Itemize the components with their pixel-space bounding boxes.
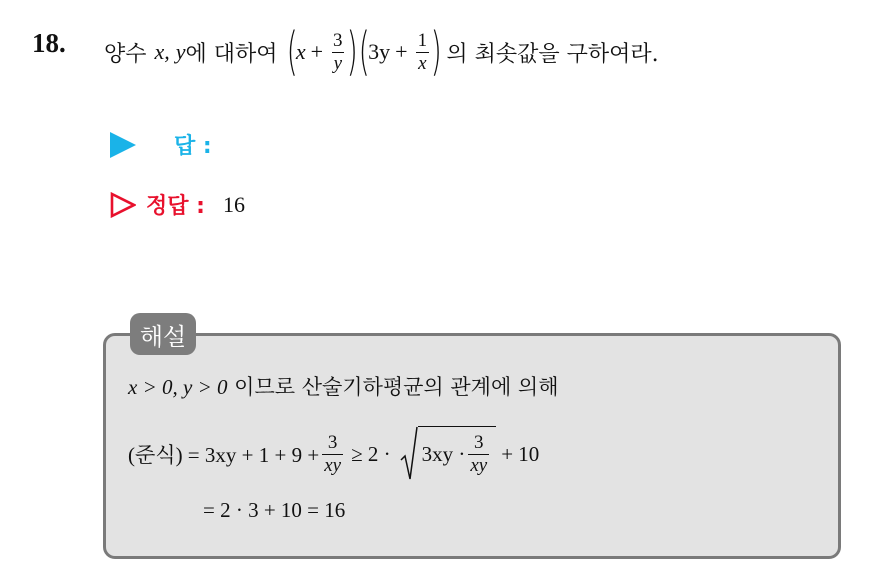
condition-math: x > 0, y > 0 xyxy=(128,375,228,399)
fraction-3-over-xy-inner: $\frac{3}{xy}$ xyxy=(470,432,488,476)
correct-answer-label: 정답 : xyxy=(146,194,205,219)
play-triangle-icon xyxy=(110,132,136,158)
fraction-3-over-xy: $\frac{3}{xy}$ xyxy=(324,431,342,476)
condition-text: 이므로 산술기하평균의 관계에 의해 xyxy=(234,375,559,399)
stem-mid: 에 대하여 xyxy=(185,41,278,67)
square-root xyxy=(400,426,497,482)
solution-line-3: = 2 · 3 + 10 = 16 xyxy=(203,498,346,522)
left-paren: ( xyxy=(358,22,370,82)
correct-answer-row xyxy=(110,189,245,220)
right-paren: ) xyxy=(346,22,358,82)
answer-label: 답 : xyxy=(174,134,212,159)
fraction-3-over-y: $\frac{3}{y}$ xyxy=(333,29,343,74)
expr-3y: 3y xyxy=(368,39,391,64)
problem-number: 18. xyxy=(32,28,66,58)
answer-row xyxy=(110,129,212,160)
expr-x: x xyxy=(295,39,306,64)
stem-prefix: 양수 xyxy=(104,41,147,67)
radicand: 3xy · $\frac{3}{xy}$ xyxy=(418,426,497,482)
plus-sign: + xyxy=(310,39,324,64)
left-paren: ( xyxy=(286,22,298,82)
stem-suffix: 의 최솟값을 구하여라. xyxy=(446,41,659,67)
right-paren: ) xyxy=(430,22,442,82)
solution-line-1 xyxy=(128,371,559,401)
outline-triangle-icon xyxy=(110,192,136,218)
solution-tag: 해설 xyxy=(130,313,196,355)
line2-tail: + 10 xyxy=(501,441,540,466)
radical-sign-icon xyxy=(400,426,418,482)
correct-answer-value: 16 xyxy=(222,191,245,217)
plus-sign: + xyxy=(395,39,408,64)
ge-sign: ≥ 2 · xyxy=(351,441,391,466)
var-x: x, xyxy=(154,39,170,64)
fraction-1-over-x: $\frac{1}{x}$ xyxy=(417,29,428,74)
var-y: y xyxy=(175,39,186,64)
problem-stem xyxy=(104,20,659,84)
line2-lhs: (준식) = 3xy + 1 + 9 + xyxy=(128,443,320,467)
solution-line-2 xyxy=(128,420,544,488)
